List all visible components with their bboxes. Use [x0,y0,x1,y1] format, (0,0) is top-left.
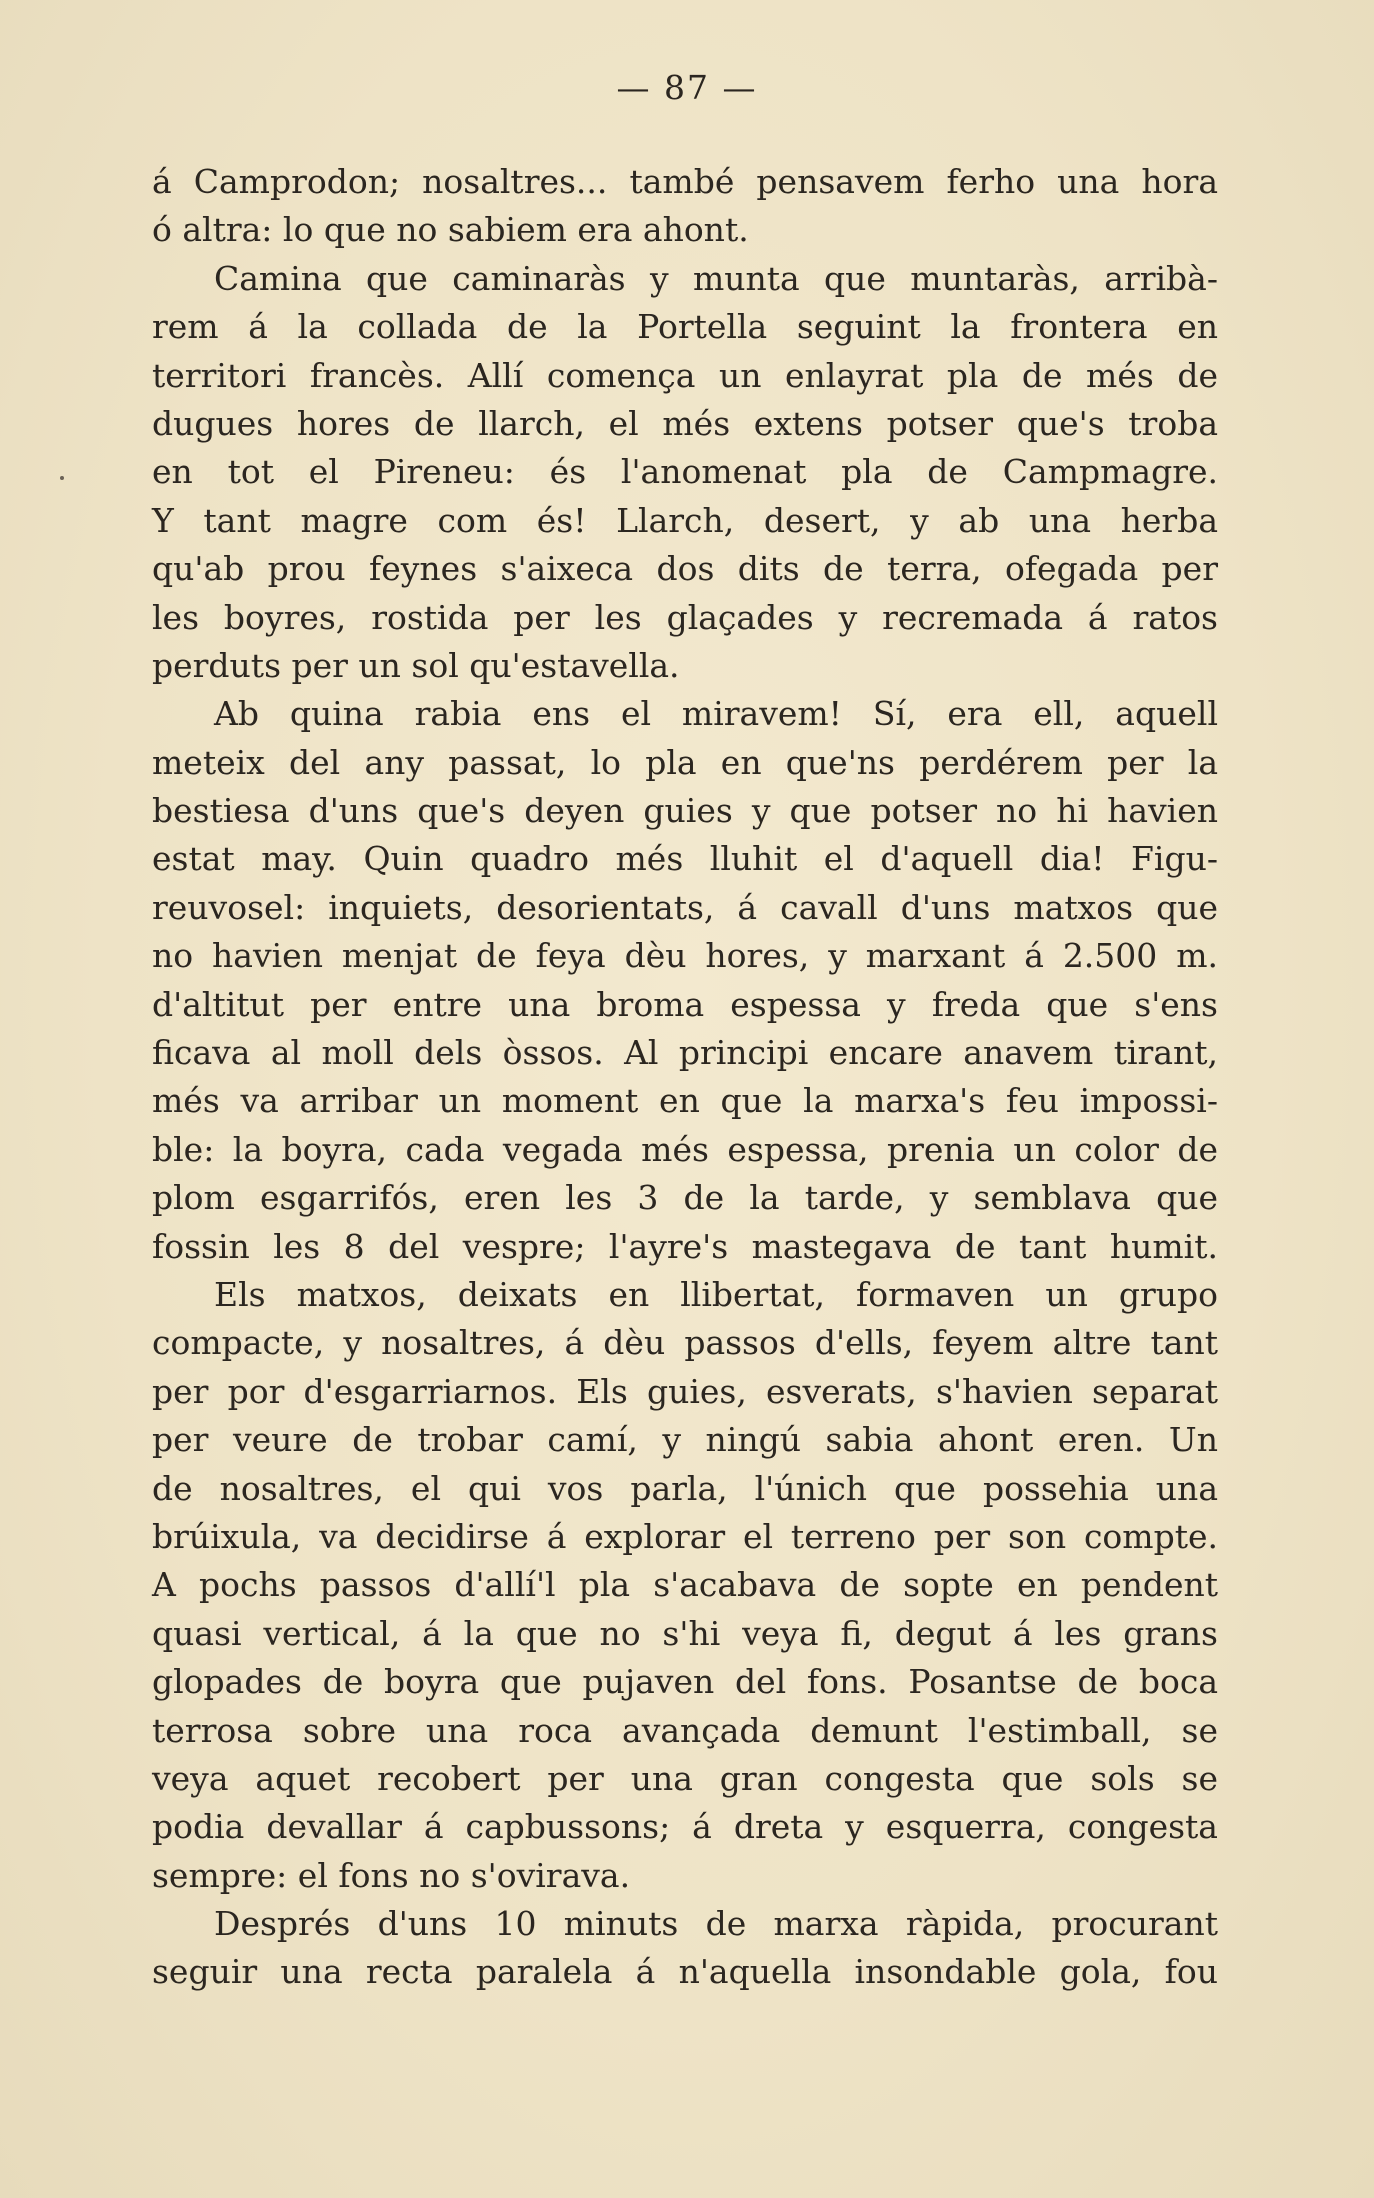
body-text [152,158,1218,1997]
text-line: perduts per un sol qu'estavella. [152,645,680,685]
text-line: plom esgarrifós, eren les 3 de la tarde, y semblava que [152,1178,1218,1218]
text-line: sempre: el fons no s'ovirava. [152,1855,631,1895]
text-line: de nosaltres, el qui vos parla, l'únich que possehia una [152,1468,1218,1508]
text-line: meteix del any passat, lo pla en que'ns perdérem per la [152,742,1218,782]
page-number: — 87 — [616,68,758,107]
text-line: Y tant magre com és! Llarch, desert, y ab una herba [152,500,1218,540]
text-line: per por d'esgarriarnos. Els guies, esverats, s'havien separat [152,1371,1218,1411]
text-line: fossin les 8 del vespre; l'ayre's mastegava de tant humit. [152,1226,1218,1266]
margin-mark [60,476,64,480]
text-line: ficava al moll dels òssos. Al principi encare anavem tirant, [152,1033,1218,1073]
text-line: ó altra: lo que no sabiem era ahont. [152,210,749,250]
text-line: podia devallar á capbussons; á dreta y esquerra, congesta [152,1807,1218,1847]
text-line: estat may. Quin quadro més lluhit el d'aquell dia! Figu- [152,839,1218,879]
text-line: glopades de boyra que pujaven del fons. Posantse de boca [152,1662,1218,1702]
text-line: dugues hores de llarch, el més extens potser que's troba [152,403,1218,443]
text-line: en tot el Pireneu: és l'anomenat pla de Campmagre. [152,452,1218,492]
text-line: terrosa sobre una roca avançada demunt l'estimball, se [152,1710,1218,1750]
text-line: rem á la collada de la Portella seguint la frontera en [152,307,1218,347]
text-line: més va arribar un moment en que la marxa's feu impossi- [152,1081,1218,1121]
text-line: Ab quina rabia ens el miravem! Sí, era ell, aquell [214,694,1218,734]
text-line: á Camprodon; nosaltres... també pensavem ferho una hora [152,162,1218,201]
text-line: d'altitut per entre una broma espessa y freda que s'ens [152,984,1218,1024]
text-line: per veure de trobar camí, y ningú sabia ahont eren. Un [152,1420,1218,1460]
text-line: Després d'uns 10 minuts de marxa ràpida, procurant [214,1904,1218,1944]
text-line: reuvosel: inquiets, desorientats, á cavall d'uns matxos que [152,887,1218,927]
text-line: A pochs passos d'allí'l pla s'acabava de sopte en pendent [152,1565,1218,1605]
text-line: compacte, y nosaltres, á dèu passos d'ells, feyem altre tant [152,1323,1218,1363]
text-line: veya aquet recobert per una gran congesta que sols se [152,1758,1218,1798]
text-line: no havien menjat de feya dèu hores, y marxant á 2.500 m. [152,936,1218,976]
text-line: bestiesa d'uns que's deyen guies y que potser no hi havien [152,791,1218,831]
text-line: seguir una recta paralela á n'aquella insondable gola, fou [152,1952,1218,1992]
text-line: Camina que caminaràs y munta que muntaràs, arribà- [214,258,1218,298]
text-line: les boyres, rostida per les glaçades y recremada á ratos [152,597,1218,637]
text-line: brúixula, va decidirse á explorar el terreno per son compte. [152,1516,1218,1556]
text-line: qu'ab prou feynes s'aixeca dos dits de terra, ofegada per [152,549,1218,589]
text-line: quasi vertical, á la que no s'hi veya fi, degut á les grans [152,1613,1218,1653]
text-line: ble: la boyra, cada vegada més espessa, prenia un color de [152,1129,1218,1169]
text-line: territori francès. Allí comença un enlayrat pla de més de [152,355,1218,395]
text-line: Els matxos, deixats en llibertat, formaven un grupo [214,1274,1218,1314]
